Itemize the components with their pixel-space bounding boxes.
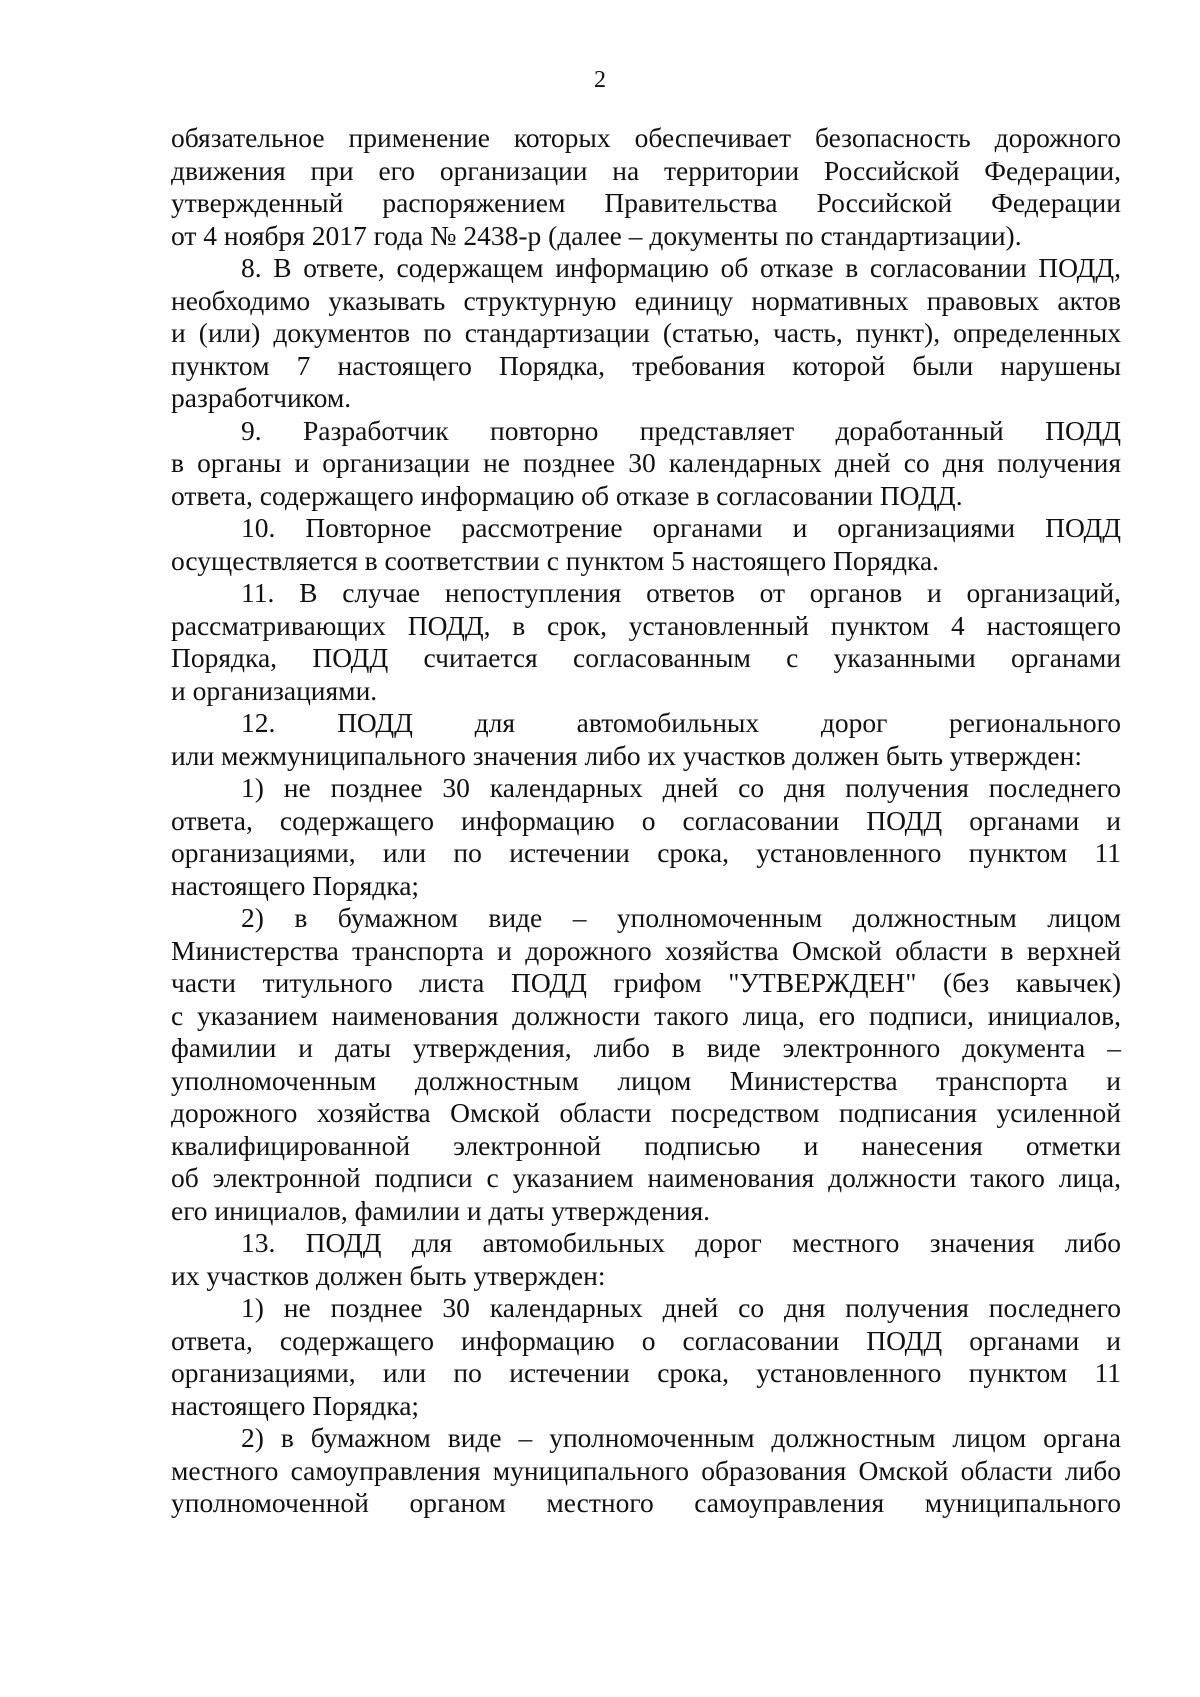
- text-line: в органы и организации не позднее 30 календарных дней со дня получения: [171, 447, 1121, 478]
- text-line: 1) не позднее 30 календарных дней со дня получения последнего: [241, 772, 1121, 803]
- text-line: Порядка, ПОДД считается согласованным с указанными органами: [171, 642, 1121, 673]
- text-line: об электронной подписи с указанием наименования должности такого лица,: [171, 1162, 1121, 1193]
- text-line: ответа, содержащего информацию о согласовании ПОДД органами и: [171, 1324, 1121, 1356]
- paragraph-item-12: [171, 707, 1121, 772]
- text-line: ответа, содержащего информацию об отказе в согласовании ПОДД.: [171, 479, 963, 511]
- paragraph-item-13: [171, 1227, 1121, 1292]
- text-line: обязательное применение которых обеспечивает безопасность дорожного: [171, 122, 1121, 153]
- text-line: уполномоченной органом местного самоуправления муниципального: [171, 1487, 1121, 1518]
- document-body: [171, 122, 1121, 1520]
- text-line: 8. В ответе, содержащем информацию об отказе в согласовании ПОДД,: [241, 252, 1121, 283]
- text-line: 2) в бумажном виде – уполномоченным должностным лицом: [241, 902, 1121, 933]
- text-line: ответа, содержащего информацию о согласовании ПОДД органами и: [171, 804, 1121, 836]
- text-line: утвержденный распоряжением Правительства Российской Федерации: [171, 187, 1121, 218]
- text-line: 12. ПОДД для автомобильных дорог регионального: [241, 707, 1121, 738]
- text-line: организациями, или по истечении срока, установленного пунктом 11: [171, 837, 1121, 868]
- text-line: дорожного хозяйства Омской области посредством подписания усиленной: [171, 1097, 1121, 1128]
- text-line: их участков должен быть утвержден:: [171, 1259, 606, 1291]
- text-line: 13. ПОДД для автомобильных дорог местного значения либо: [241, 1227, 1121, 1258]
- text-line: или межмуниципального значения либо их участков должен быть утвержден:: [171, 739, 1082, 771]
- text-line: фамилии и даты утверждения, либо в виде электронного документа –: [171, 1032, 1121, 1063]
- paragraph-item-8: [171, 252, 1121, 415]
- text-line: разработчиком.: [171, 382, 352, 413]
- text-line: необходимо указывать структурную единицу нормативных правовых актов: [171, 284, 1121, 316]
- paragraph-continuation: [171, 122, 1121, 252]
- text-line: осуществляется в соответствии с пунктом 5 настоящего Порядка.: [171, 544, 940, 576]
- text-line: 2) в бумажном виде – уполномоченным должностным лицом органа: [241, 1422, 1121, 1453]
- text-line: 10. Повторное рассмотрение органами и организациями ПОДД: [241, 512, 1121, 543]
- text-line: 1) не позднее 30 календарных дней со дня получения последнего: [241, 1292, 1121, 1323]
- text-line: настоящего Порядка;: [171, 869, 420, 901]
- text-line: квалифицированной электронной подписью и нанесения отметки: [171, 1129, 1121, 1161]
- page-number: 2: [594, 67, 606, 93]
- text-line: с указанием наименования должности такого лица, его подписи, инициалов,: [171, 999, 1121, 1031]
- paragraph-item-12-1: [171, 772, 1121, 902]
- paragraph-item-13-2: [171, 1422, 1121, 1520]
- paragraph-item-13-1: [171, 1292, 1121, 1422]
- text-line: от 4 ноября 2017 года № 2438-р (далее – документы по стандартизации).: [171, 219, 1022, 251]
- text-line: части титульного листа ПОДД грифом "УТВЕРЖДЕН" (без кавычек): [171, 967, 1121, 998]
- text-line: настоящего Порядка;: [171, 1389, 420, 1421]
- text-line: организациями, или по истечении срока, установленного пунктом 11: [171, 1357, 1121, 1388]
- text-line: пунктом 7 настоящего Порядка, требования которой были нарушены: [171, 349, 1121, 381]
- text-line: его инициалов, фамилии и даты утверждения.: [171, 1194, 710, 1226]
- paragraph-item-12-2: [171, 902, 1121, 1227]
- text-line: и (или) документов по стандартизации (статью, часть, пункт), определенных: [171, 317, 1121, 348]
- paragraph-item-10: [171, 512, 1121, 577]
- paragraph-item-9: [171, 415, 1121, 513]
- text-line: 9. Разработчик повторно представляет доработанный ПОДД: [241, 414, 1121, 446]
- text-line: уполномоченным должностным лицом Министерства транспорта и: [171, 1064, 1121, 1096]
- paragraph-item-11: [171, 577, 1121, 707]
- text-line: 11. В случае непоступления ответов от органов и организаций,: [241, 577, 1121, 608]
- text-line: и организациями.: [171, 674, 378, 706]
- text-line: рассматривающих ПОДД, в срок, установленный пунктом 4 настоящего: [171, 609, 1121, 641]
- text-line: Министерства транспорта и дорожного хозяйства Омской области в верхней: [171, 934, 1121, 966]
- text-line: местного самоуправления муниципального образования Омской области либо: [171, 1454, 1121, 1486]
- text-line: движения при его организации на территории Российской Федерации,: [171, 154, 1121, 186]
